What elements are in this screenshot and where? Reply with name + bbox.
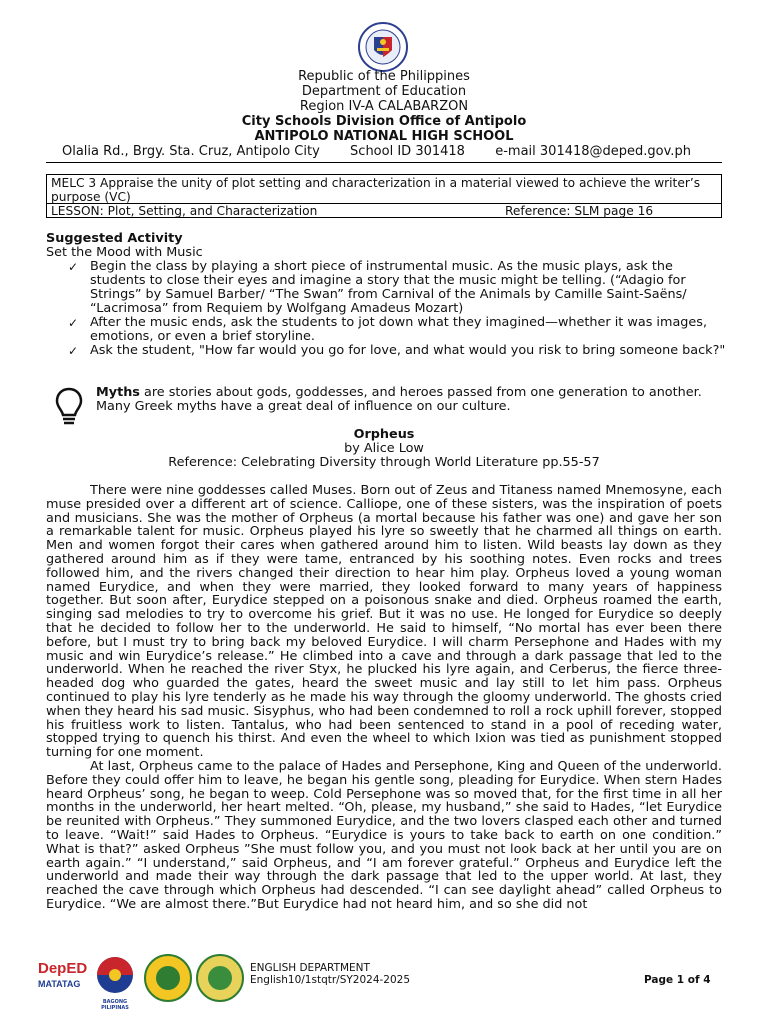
melc-lesson-row xyxy=(47,204,721,218)
story-author: by Alice Low xyxy=(344,441,424,456)
division-seal-logo xyxy=(196,954,244,1002)
myths-term: Myths xyxy=(96,385,140,400)
school-seal-logo xyxy=(144,954,192,1002)
story-body xyxy=(46,484,722,912)
melc-lesson: LESSON: Plot, Setting, and Characterization xyxy=(51,204,318,218)
header-line-region: Region IV-A CALABARZON xyxy=(299,99,469,114)
activity-heading: Suggested Activity xyxy=(46,231,183,246)
activity-list xyxy=(68,260,728,358)
header-school-id: School ID 301418 xyxy=(350,144,465,159)
checkmark-icon: ✓ xyxy=(68,260,79,274)
footer-code: English10/1stqtr/SY2024-2025 xyxy=(250,974,411,986)
story-paragraph: At last, Orpheus came to the palace of Hades and Persephone, King and Queen of the underworld. Before they could offer him to leave, he began his gentle song, pleading for Eurydice. When stern Hades heard Orpheus’ song, he began to weep. Cold Persephone was so moved that, for the first time in all her months in the underworld, her heart melted. “Oh, please, my husband,” she said to Hades, “let Eurydice be reunited with Orpheus.” They summoned Eurydice, and the two lovers clasped each other and turned to leave. “Wait!” said Hades to Orpheus. “Eurydice is yours to take back to earth on one condition.” What is that?” asked Orpheus ”She must follow you, and you must not look back at her until you are on earth again.” “I understand,” said Orpheus, and “I am forever grateful.” Orpheus and Eurydice left the underworld and made their way through the dark passage that led to the upper world. At last, they reached the cave through which Orpheus had descended. “I can see daylight ahead” called Orpheus to Eurydice. “We are almost there.”But Eurydice had not heard him, and so she did not xyxy=(46,758,722,912)
checkmark-icon: ✓ xyxy=(68,344,79,358)
list-item: ✓ Begin the class by playing a short piece of instrumental music. As the music plays, ask the students to close their eyes and imagine a story that the music might be telling. (“Adagio for Strings” by Samuel Barber/ “The Swan” from Carnival of the Animals by Camille Saint-Saëns/ “Lacrimosa” from Requiem by Wolfgang Amadeus Mozart) xyxy=(68,259,687,316)
header-line-division: City Schools Division Office of Antipolo xyxy=(241,114,527,129)
header-divider xyxy=(46,162,722,163)
activity-subheading: Set the Mood with Music xyxy=(46,245,203,260)
melc-reference: Reference: SLM page 16 xyxy=(505,204,654,218)
footer-department: ENGLISH DEPARTMENT xyxy=(250,962,370,974)
bagong-pilipinas-logo: BAGONG PILIPINAS xyxy=(92,955,138,1003)
melc-box xyxy=(46,174,722,218)
melc-text: MELC 3 Appraise the unity of plot setting and characterization in a material viewed to achieve the writer’s purpose (VC) xyxy=(47,175,721,204)
story-paragraph: There were nine goddesses called Muses. Born out of Zeus and Titaness named Mnemosyne, each muse presided over a different art of science. Calliope, one of these sisters, was the inspiration of poets and musicians. She was the mother of Orpheus (a mortal because his father was one) and gave her son a remarkable talent for music. Orpheus played his lyre so sweetly that he charmed all things on earth. Men and women forgot their cares when gathered around him to listen. Wild beasts lay down as they gathered around him as if they were tame, entranced by his soothing notes. Even rocks and trees followed him, and the rivers changed their direction to hear him play. Orpheus loved a young woman named Eurydice, and when they were married, they looked forward to many years of happiness together. But soon after, Eurydice stepped on a poisonous snake and died. Orpheus roamed the earth, singing sad melodies to try to overcome his grief. But it was no use. He longed for Eurydice so deeply that he decided to follow her to the underworld. He said to himself, “No mortal has ever been there before, but I must try to bring back my beloved Eurydice. I will charm Persephone and Hades with my music and win Eurydice’s release.” He climbed into a cave and through a dark passage that led to the underworld. When he reached the river Styx, he plucked his lyre again, and Cerberus, the fierce three-headed dog who guarded the gates, heard the sweet music and lay still to let him pass. Orpheus continued to play his lyre tenderly as he made his way through the gloomy underworld. The ghosts cried when they heard his sad music. Sisyphus, who had been condemned to roll a rock uphill forever, stopped his fruitless work to listen. Tantalus, who had been sentenced to stand in a pool of receding water, stopped trying to quench his thirst. And even the wheel to which Ixion was tied as punishment stopped turning for one moment. xyxy=(46,483,722,761)
list-item: ✓ Ask the student, "How far would you go for love, and what would you risk to bring someone back?" xyxy=(68,343,726,358)
story-reference: Reference: Celebrating Diversity through World Literature pp.55-57 xyxy=(168,455,600,470)
deped-seal xyxy=(354,22,412,72)
myths-definition: are stories about gods, goddesses, and heroes passed from one generation to another. Many Greek myths have a great deal of influence on our culture. xyxy=(96,385,702,414)
deped-matatag-logo: DepED MATATAG xyxy=(38,960,88,989)
header-line-republic: Republic of the Philippines xyxy=(298,69,470,84)
header-email: e-mail 301418@deped.gov.ph xyxy=(495,144,691,159)
story-title: Orpheus xyxy=(353,427,415,442)
header-address: Olalia Rd., Brgy. Sta. Cruz, Antipolo City xyxy=(62,144,320,159)
header-line-department: Department of Education xyxy=(301,84,467,99)
lightbulb-icon xyxy=(54,386,84,428)
list-item: ✓ After the music ends, ask the students to jot down what they imagined—whether it was images, emotions, or even a brief storyline. xyxy=(68,315,708,344)
header-contact-line xyxy=(62,144,742,159)
header-line-school: ANTIPOLO NATIONAL HIGH SCHOOL xyxy=(254,129,514,144)
myths-note xyxy=(96,386,722,414)
page-number: Page 1 of 4 xyxy=(644,974,711,986)
checkmark-icon: ✓ xyxy=(68,316,79,330)
